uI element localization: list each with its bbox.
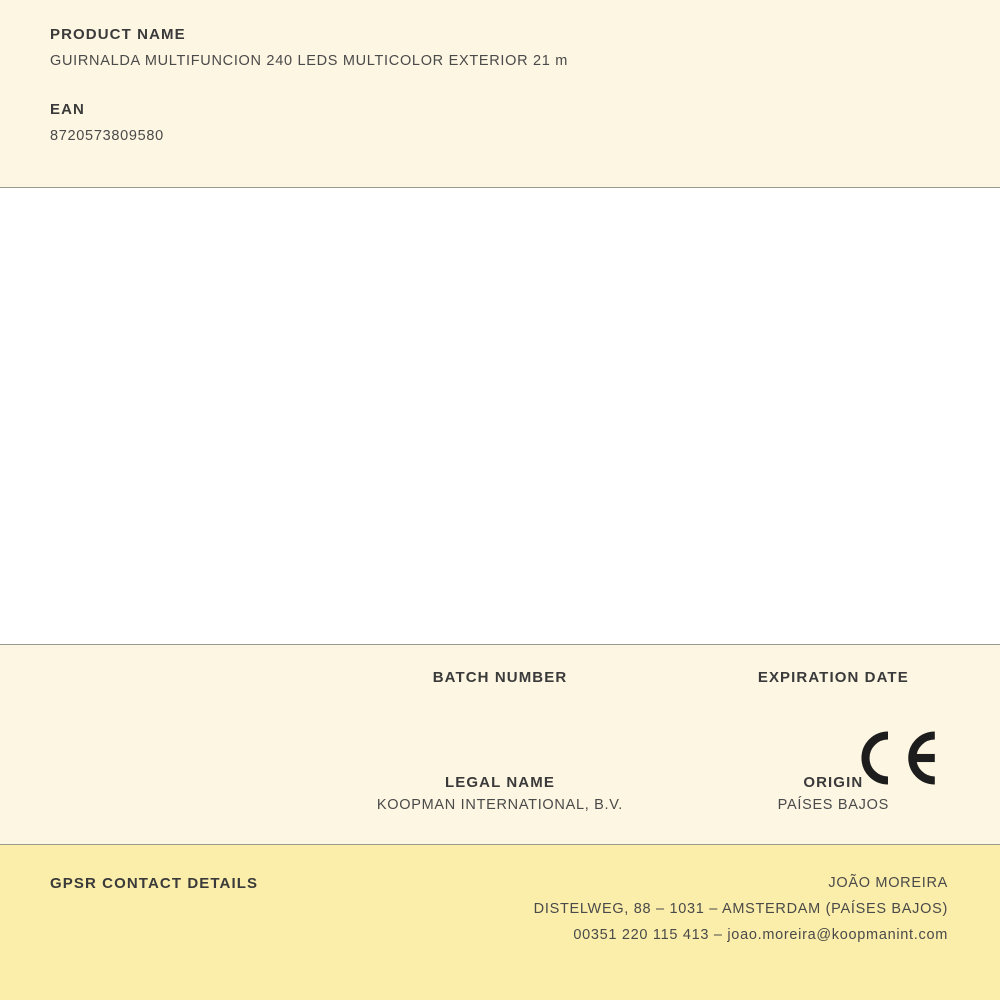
product-name-label: PRODUCT NAME: [50, 26, 186, 43]
origin-label: ORIGIN: [803, 774, 864, 791]
contact-phone-email: 00351 220 115 413 – joao.moreira@koopmanint.com: [573, 927, 948, 943]
product-name-value: GUIRNALDA MULTIFUNCION 240 LEDS MULTICOLOR EXTERIOR 21 m: [50, 53, 569, 69]
contact-name: JOÃO MOREIRA: [828, 875, 948, 891]
legal-name-label: LEGAL NAME: [445, 774, 555, 791]
info-cell-spacer-left-2: [0, 774, 333, 815]
ean-value: 8720573809580: [50, 128, 164, 144]
ean-label: EAN: [50, 101, 85, 118]
ce-mark-icon: [852, 727, 942, 789]
info-section: [0, 645, 1000, 845]
origin-field: [667, 774, 1000, 815]
batch-number-value: [343, 692, 656, 710]
ean-field: [50, 101, 950, 144]
blank-content-area: [0, 188, 1000, 645]
legal-name-field: [333, 774, 666, 815]
expiration-date-field: [667, 669, 1000, 710]
gpsr-contact-details: [534, 875, 948, 953]
batch-number-label: BATCH NUMBER: [432, 669, 568, 686]
info-cell-spacer-left: [0, 669, 333, 710]
footer-section: [0, 845, 1000, 1000]
header-section: [0, 0, 1000, 188]
contact-address: DISTELWEG, 88 – 1031 – AMSTERDAM (PAÍSES BAJOS): [533, 901, 948, 917]
expiration-date-label: EXPIRATION DATE: [757, 669, 909, 686]
info-row-batch-expiration: [0, 669, 1000, 710]
gpsr-contact-title: GPSR CONTACT DETAILS: [50, 875, 259, 892]
info-row-legal-origin: [0, 774, 1000, 815]
batch-number-field: [333, 669, 666, 710]
expiration-date-value: [677, 692, 990, 710]
product-name-field: [50, 26, 950, 69]
origin-value: PAÍSES BAJOS: [777, 797, 889, 813]
legal-name-value: KOOPMAN INTERNATIONAL, B.V.: [376, 797, 624, 813]
